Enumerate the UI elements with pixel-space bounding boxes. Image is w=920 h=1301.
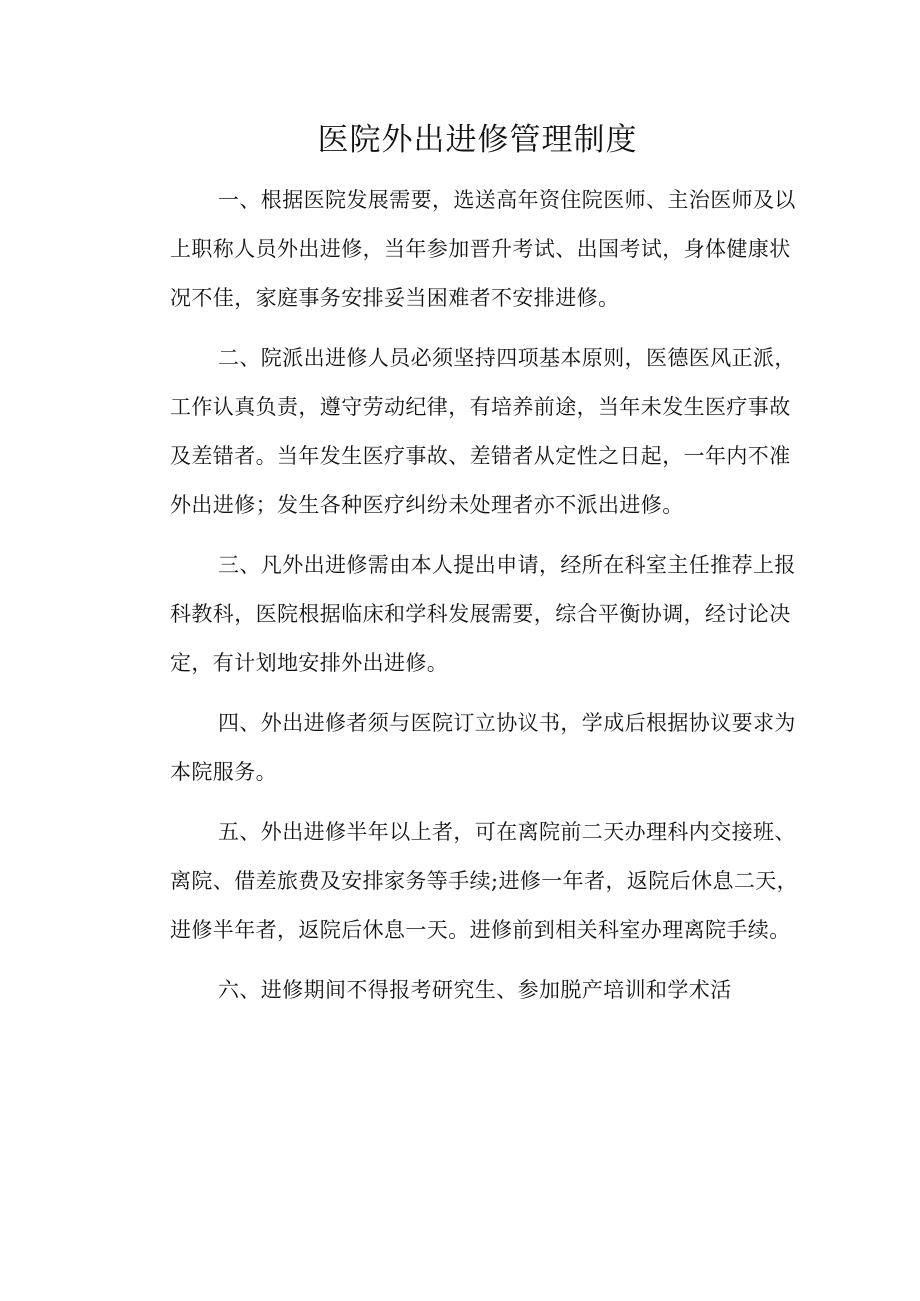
- paragraph-4: 四、外出进修者须与医院订立协议书，学成后根据协议要求为本院服务。: [170, 711, 796, 784]
- paragraph-3: 三、凡外出进修需由本人提出申请，经所在科室主任推荐上报科教科，医院根据临床和学科发展需要，综合平衡协调，经讨论决定，有计划地安排外出进修。: [170, 553, 796, 675]
- paragraph-1: 一、根据医院发展需要，选送高年资住院医师、主治医师及以上职称人员外出进修，当年参加晋升考试、出国考试，身体健康状况不佳，家庭事务安排妥当困难者不安排进修。: [170, 188, 796, 310]
- paragraph-5: 五、外出进修半年以上者，可在离院前二天办理科内交接班、离院、借差旅费及安排家务等手续;进修一年者，返院后休息二天，进修半年者，返院后休息一天。进修前到相关科室办理离院手续。: [170, 820, 799, 942]
- paragraph-6: 六、进修期间不得报考研究生、参加脱产培训和学术活: [218, 978, 732, 1002]
- document-title: 医院外出进修管理制度: [317, 122, 638, 158]
- document-body: [170, 176, 800, 1015]
- paragraph-2: 二、院派出进修人员必须坚持四项基本原则，医德医风正派，工作认真负责，遵守劳动纪律，有培养前途，当年未发生医疗事故及差错者。当年发生医疗事故、差错者从定性之日起，一年内不准外出进修；发生各种医疗纠纷未处理者亦不派出进修。: [170, 346, 796, 517]
